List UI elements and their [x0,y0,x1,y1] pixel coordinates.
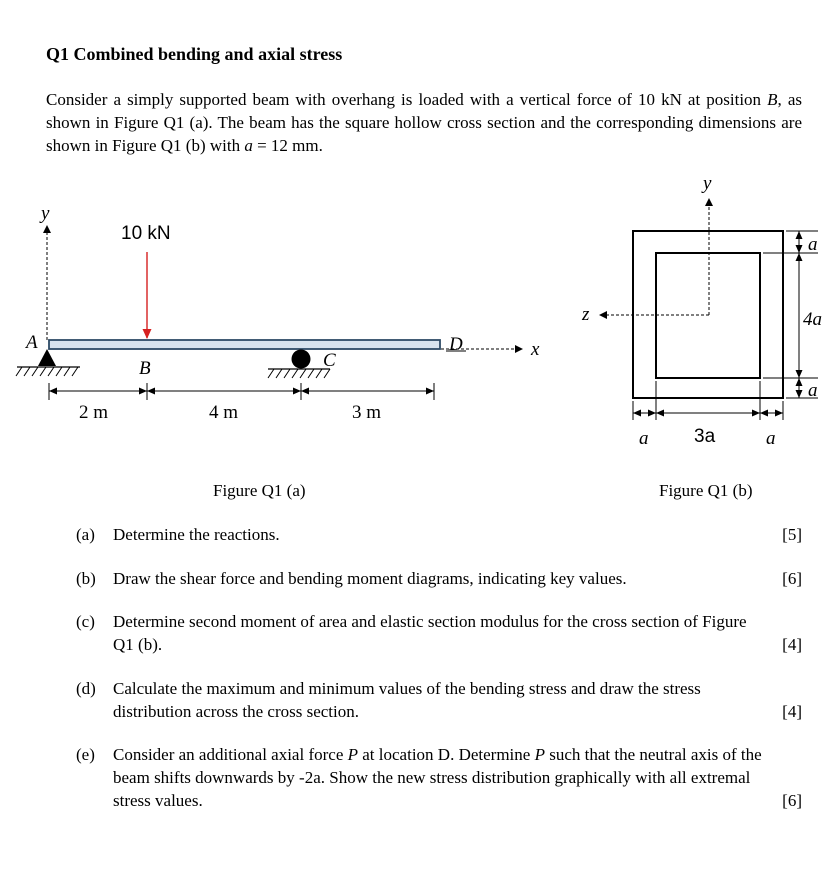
question-e-p-2: P [534,745,545,764]
dim-ab-label: 2 m [79,402,109,423]
roller-support-c [268,350,330,379]
question-e-marks: [6] [782,791,802,810]
dim-cd-label: 3 m [352,402,382,423]
question-a-marks: [5] [782,525,802,544]
problem-statement [46,88,802,157]
question-b-text: Draw the shear force and bending moment diagrams, indicating key values. [113,569,627,588]
question-e-label: (e) [76,745,95,764]
intro-a-variable: a [244,136,253,155]
y-axis-label: y [41,203,50,224]
top-wall-label: a [808,234,818,255]
pin-support-a [16,349,80,376]
left-wall-label: a [639,428,649,449]
question-d-label: (d) [76,679,96,698]
question-e-text [113,743,763,812]
point-a-label: A [26,332,38,353]
point-d-label: D [449,334,463,355]
dim-bc-label: 4 m [209,402,239,423]
question-e-text-3: such that the neutral axis of the beam shifts downwards by -2a. Show the new stress distribution graphically with all extremal stress values. [113,745,762,810]
section-z-label: z [582,304,590,325]
x-axis-label: x [531,339,540,360]
question-d-marks: [4] [782,702,802,721]
inner-height-label: 4a [803,309,822,330]
question-e-text-1: Consider an additional axial force [113,745,348,764]
beam [49,340,440,349]
figure-a-caption: Figure Q1 (a) [213,481,306,500]
question-c-text: Determine second moment of area and elastic section modulus for the cross section of Figure Q1 (b). [113,612,747,654]
right-wall-label: a [766,428,776,449]
intro-text-3: = 12 mm. [252,136,323,155]
figures [0,160,834,510]
inner-width-label: 3a [694,426,716,447]
point-c-label: C [323,350,336,371]
question-d-text: Calculate the maximum and minimum values of the bending stress and draw the stress distribution across the cross section. [113,679,701,721]
question-e-text-2: at location D. Determine [358,745,535,764]
horizontal-dimensions [633,381,783,420]
beam-dimension-line [49,383,434,400]
point-b-label: B [139,358,151,379]
figure-b-cross-section [581,173,822,449]
question-a-label: (a) [76,525,95,544]
figure-b-caption: Figure Q1 (b) [659,481,753,500]
question-b-label: (b) [76,569,96,588]
question-b-marks: [6] [782,569,802,588]
intro-text-2: , as shown in Figure Q1 (a). The beam has the square hollow cross section and the corresponding dimensions are shown in Figure Q1 (b) with [46,90,802,155]
intro-text-1: Consider a simply supported beam with overhang is loaded with a vertical force of 10 kN at position [46,90,768,109]
bottom-wall-label: a [808,380,818,401]
question-c-label: (c) [76,612,95,631]
question-c-marks: [4] [782,635,802,654]
question-e-p-1: P [347,745,359,764]
section-y-label: y [703,173,712,194]
force-label: 10 kN [121,223,171,244]
figure-a-beam-diagram [16,203,540,423]
question-a-text: Determine the reactions. [113,525,280,544]
intro-point-b: B [767,90,778,109]
question-title: Q1 Combined bending and axial stress [46,44,343,64]
